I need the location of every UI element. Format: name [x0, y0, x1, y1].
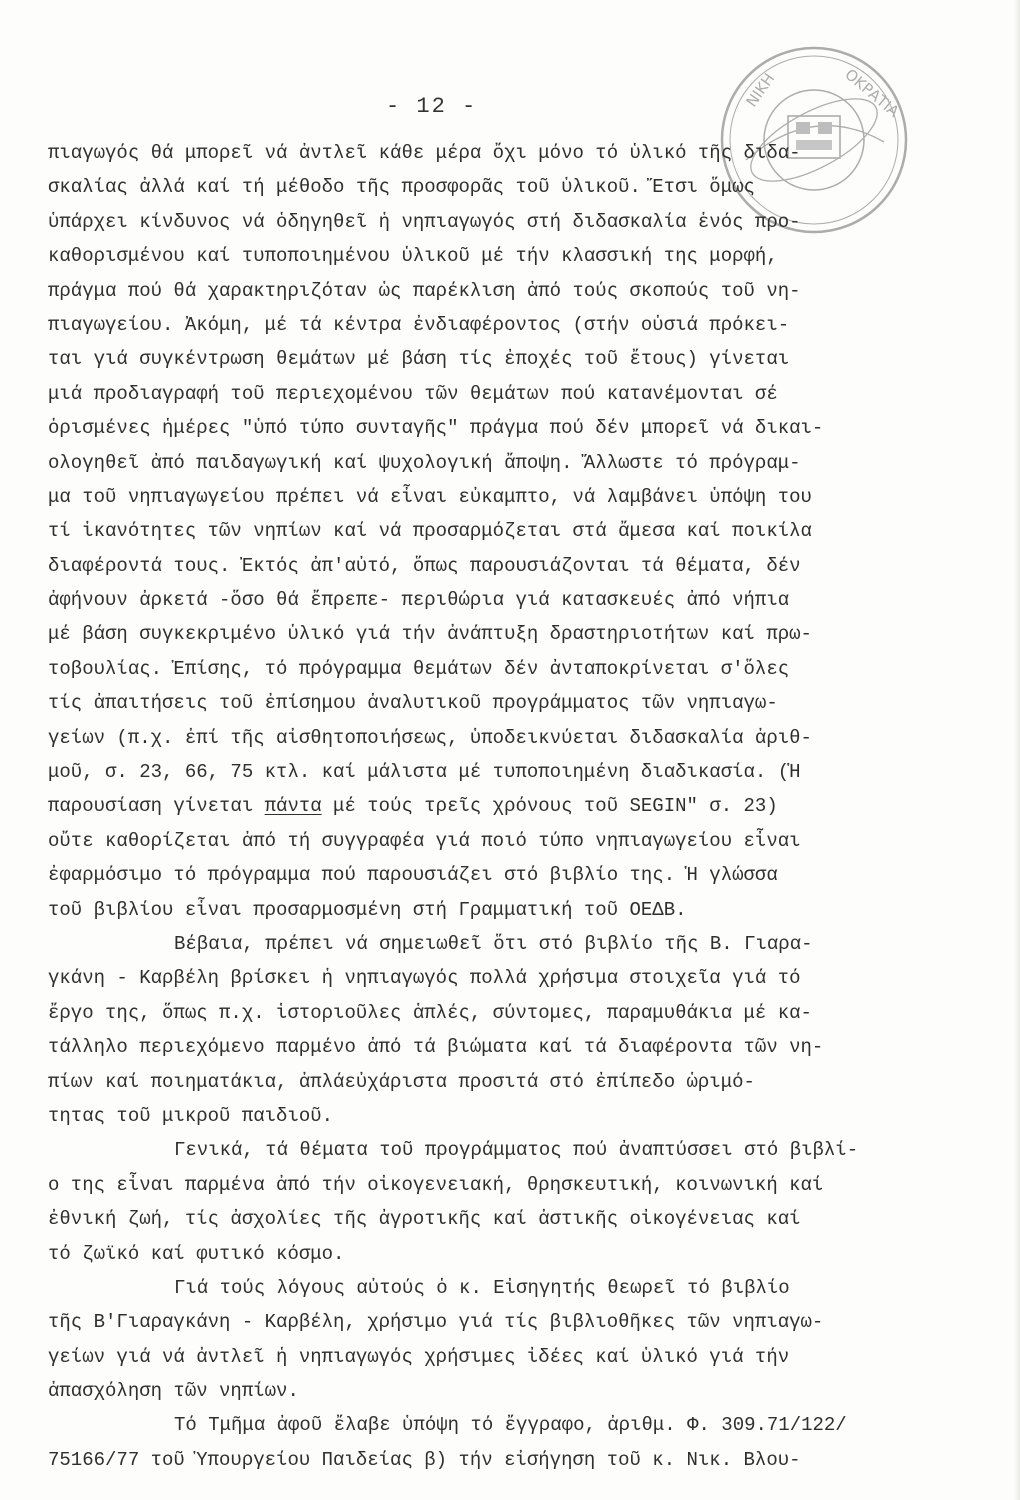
page-number: - 12 -: [386, 94, 478, 119]
text-line: ο της εἶναι παρμένα ἀπό τήν οἰκογενειακή, θρησκευτική, κοινωνική καί: [48, 1173, 824, 1196]
text-line: τίς ἀπαιτήσεις τοῦ ἐπίσημου ἀναλυτικοῦ προγράμματος τῶν νηπιαγω-: [48, 692, 778, 715]
text-line: τό ζωϊκό καί φυτικό κόσμο.: [48, 1242, 345, 1265]
text-line: σκαλίας ἀλλά καί τή μέθοδο τῆς προσφορᾶς τοῦ ὑλικοῦ. Ἔτσι ὅμως: [48, 176, 755, 199]
text-line: ἀφήνουν ἀρκετά -ὅσο θά ἔπρεπε- περιθώρια γιά κατασκευές ἀπό νήπια: [48, 589, 790, 612]
text-line: τοβουλίας. Ἐπίσης, τό πρόγραμμα θεμάτων δέν ἀνταποκρίνεται σ'ὅλες: [48, 657, 790, 680]
text-line: μέ βάση συγκεκριμένο ὑλικό γιά τήν ἀνάπτυξη δραστηριοτήτων καί πρω-: [48, 623, 812, 646]
text-line: πιαγωγός θά μπορεῖ νά ἀντλεῖ κάθε μέρα ὄχι μόνο τό ὑλικό τῆς διδα-: [48, 142, 801, 164]
text-line: γείων γιά νά ἀντλεῖ ἡ νηπιαγωγός χρήσιμες ἰδέες καί ὑλικό γιά τήν: [48, 1345, 790, 1368]
text-line: γκάνη - Καρβέλη βρίσκει ἡ νηπιαγωγός πολλά χρήσιμα στοιχεῖα γιά τό: [48, 967, 801, 990]
text-line: διαφέροντά τους. Ἐκτός ἀπ'αὐτό, ὅπως παρουσιάζονται τά θέματα, δέν: [48, 554, 801, 577]
text-line: μα τοῦ νηπιαγωγείου πρέπει νά εἶναι εὐκαμπτο, νά λαμβάνει ὑπόψη του: [48, 485, 812, 508]
underlined-word: πάντα: [264, 795, 322, 818]
text-line: πράγμα πού θά χαρακτηριζόταν ὡς παρέκλιση ἀπό τούς σκοπούς τοῦ νη-: [48, 279, 801, 302]
text-line: τάλληλο περιεχόμενο παρμένο ἀπό τά βιώματα καί τά διαφέροντα τῶν νη-: [48, 1036, 824, 1059]
text-line: ἐθνική ζωή, τίς ἀσχολίες τῆς ἀγροτικῆς καί ἀστικῆς οἰκογένειας καί: [48, 1208, 801, 1231]
text-segment: μέ τούς τρεῖς χρόνους τοῦ SEGIN" σ. 23): [321, 795, 778, 818]
text-line: Γενικά, τά θέματα τοῦ προγράμματος πού ἀναπτύσσει στό βιβλί-: [174, 1139, 859, 1162]
text-line: Τό Τμῆμα ἀφοῦ ἔλαβε ὑπόψη τό ἔγγραφο, ἀριθμ. Φ. 309.71/122/: [174, 1414, 847, 1437]
text-line: τί ἱκανότητες τῶν νηπίων καί νά προσαρμόζεται στά ἄμεσα καί ποικίλα: [48, 520, 812, 543]
document-body: [48, 136, 968, 1477]
text-line: ὁρισμένες ἡμέρες "ὑπό τύπο συνταγῆς" πράγμα πού δέν μπορεῖ νά δικαι-: [48, 417, 824, 440]
text-line: οὔτε καθορίζεται ἀπό τή συγγραφέα γιά ποιό τύπο νηπιαγωγείου εἶναι: [48, 829, 801, 852]
page-edge-shadow: [1014, 0, 1020, 1500]
svg-text:ΝΙΚΗ: ΝΙΚΗ: [742, 69, 779, 111]
text-line: μοῦ, σ. 23, 66, 75 κτλ. καί μάλιστα μέ τυποποιημένη διαδικασία. (Ἡ: [48, 761, 801, 784]
text-line: ολογηθεῖ ἀπό παιδαγωγική καί ψυχολογική ἄποψη. Ἄλλωστε τό πρόγραμ-: [48, 451, 801, 474]
svg-text:ΟΚΡΑΤΙΑ: ΟΚΡΑΤΙΑ: [841, 65, 903, 121]
text-line: Βέβαια, πρέπει νά σημειωθεῖ ὅτι στό βιβλίο τῆς Β. Γιαρα-: [174, 932, 813, 955]
text-line: τῆς Β'Γιαραγκάνη - Καρβέλη, χρήσιμο γιά τίς βιβλιοθῆκες τῶν νηπιαγω-: [48, 1311, 824, 1334]
text-line: ἐφαρμόσιμο τό πρόγραμμα πού παρουσιάζει στό βιβλίο της. Ἡ γλώσσα: [48, 864, 778, 887]
text-line: [48, 789, 778, 823]
text-line: μιά προδιαγραφή τοῦ περιεχομένου τῶν θεμάτων πού κατανέμονται σέ: [48, 382, 778, 405]
text-line: ἔργο της, ὅπως π.χ. ἱστοριοῦλες ἁπλές, σύντομες, παραμυθάκια μέ κα-: [48, 1001, 812, 1024]
text-line: ἀπασχόληση τῶν νηπίων.: [48, 1380, 299, 1403]
text-line: ὑπάρχει κίνδυνος νά ὁδηγηθεῖ ἡ νηπιαγωγός στή διδασκαλία ἑνός προ-: [48, 210, 801, 233]
text-line: γείων (π.χ. ἐπί τῆς αἰσθητοποιήσεως, ὑποδεικνύεται διδασκαλία ἀριθ-: [48, 726, 812, 749]
text-line: καθορισμένου καί τυποποιημένου ὑλικοῦ μέ τήν κλασσική της μορφή,: [48, 245, 778, 268]
text-line: ται γιά συγκέντρωση θεμάτων μέ βάση τίς ἐποχές τοῦ ἔτους) γίνεται: [48, 348, 790, 371]
text-segment: παρουσίαση γίνεται: [48, 795, 265, 818]
text-line: Γιά τούς λόγους αὐτούς ὁ κ. Εἰσηγητής θεωρεῖ τό βιβλίο: [174, 1276, 790, 1299]
text-line: πίων καί ποιηματάκια, ἀπλάεὐχάριστα προσιτά στό ἐπίπεδο ὡριμό-: [48, 1070, 755, 1093]
text-line: τητας τοῦ μικροῦ παιδιοῦ.: [48, 1104, 334, 1127]
text-line: πιαγωγείου. Ἀκόμη, μέ τά κέντρα ἐνδιαφέροντος (στήν οὐσιά πρόκει-: [48, 313, 790, 336]
text-line: 75166/77 τοῦ Ὑπουργείου Παιδείας β) τήν εἰσήγηση τοῦ κ. Νικ. Βλου-: [48, 1448, 801, 1471]
text-line: τοῦ βιβλίου εἶναι προσαρμοσμένη στή Γραμματική τοῦ ΟΕΔΒ.: [48, 898, 687, 921]
